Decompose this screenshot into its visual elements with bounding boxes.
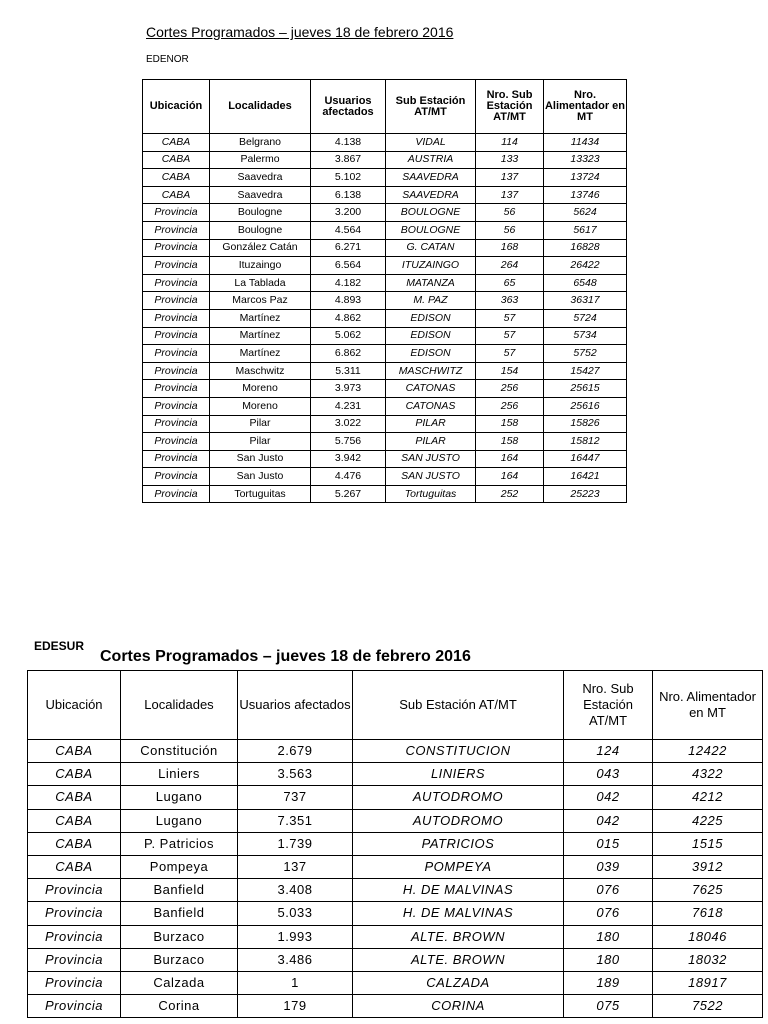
header-usuarios-afectados: Usuarios afectados: [238, 671, 353, 740]
header-nro-alimentador: Nro. Alimentador en MT: [544, 80, 627, 134]
cell-localidad: Moreno: [210, 380, 311, 398]
cell-nro-alimentador: 25615: [544, 380, 627, 398]
cell-ubicacion: Provincia: [28, 971, 121, 994]
cell-nro-sub-estacion: 158: [476, 415, 544, 433]
cell-sub-estacion: CALZADA: [353, 971, 564, 994]
header-sub-estacion: Sub Estación AT/MT: [353, 671, 564, 740]
cell-localidad: Pilar: [210, 415, 311, 433]
cell-localidad: Burzaco: [121, 948, 238, 971]
cell-localidad: Corina: [121, 995, 238, 1018]
cell-nro-sub-estacion: 043: [564, 763, 653, 786]
cell-ubicacion: CABA: [28, 763, 121, 786]
cell-nro-alimentador: 13323: [544, 151, 627, 169]
table-row: [143, 362, 627, 380]
header-nro-alimentador: Nro. Alimentador en MT: [653, 671, 763, 740]
cell-sub-estacion: EDISON: [386, 309, 476, 327]
cell-sub-estacion: EDISON: [386, 327, 476, 345]
cell-ubicacion: CABA: [28, 786, 121, 809]
cell-usuarios-afectados: 6.271: [311, 239, 386, 257]
cell-usuarios-afectados: 137: [238, 855, 353, 878]
cell-localidad: P. Patricios: [121, 832, 238, 855]
table-row: [143, 169, 627, 187]
cell-ubicacion: Provincia: [143, 204, 210, 222]
cell-ubicacion: Provincia: [143, 274, 210, 292]
table-row: [143, 433, 627, 451]
table-row: [143, 221, 627, 239]
cell-localidad: Moreno: [210, 397, 311, 415]
edenor-company-label: EDENOR: [146, 54, 189, 65]
cell-nro-alimentador: 5734: [544, 327, 627, 345]
cell-usuarios-afectados: 179: [238, 995, 353, 1018]
edesur-outage-table: [27, 670, 763, 1018]
cell-localidad: Lugano: [121, 786, 238, 809]
table-row: [143, 380, 627, 398]
cell-localidad: Tortuguitas: [210, 485, 311, 503]
cell-ubicacion: Provincia: [143, 397, 210, 415]
cell-nro-alimentador: 16421: [544, 468, 627, 486]
cell-ubicacion: Provincia: [143, 221, 210, 239]
cell-nro-alimentador: 12422: [653, 740, 763, 763]
table-row: [28, 902, 763, 925]
cell-localidad: Banfield: [121, 879, 238, 902]
cell-usuarios-afectados: 6.564: [311, 257, 386, 275]
cell-usuarios-afectados: 3.563: [238, 763, 353, 786]
cell-nro-alimentador: 4225: [653, 809, 763, 832]
cell-ubicacion: Provincia: [143, 257, 210, 275]
cell-usuarios-afectados: 4.182: [311, 274, 386, 292]
cell-localidad: La Tablada: [210, 274, 311, 292]
cell-usuarios-afectados: 3.486: [238, 948, 353, 971]
cell-nro-alimentador: 16828: [544, 239, 627, 257]
table-row: [143, 327, 627, 345]
table-row: [28, 879, 763, 902]
cell-usuarios-afectados: 2.679: [238, 740, 353, 763]
cell-sub-estacion: MATANZA: [386, 274, 476, 292]
cell-localidad: González Catán: [210, 239, 311, 257]
cell-usuarios-afectados: 3.200: [311, 204, 386, 222]
cell-nro-alimentador: 6548: [544, 274, 627, 292]
edenor-title: Cortes Programados – jueves 18 de febrero 2016: [146, 24, 454, 40]
cell-localidad: Saavedra: [210, 186, 311, 204]
cell-nro-sub-estacion: 114: [476, 134, 544, 152]
cell-usuarios-afectados: 5.102: [311, 169, 386, 187]
cell-nro-sub-estacion: 168: [476, 239, 544, 257]
cell-nro-sub-estacion: 075: [564, 995, 653, 1018]
cell-usuarios-afectados: 3.867: [311, 151, 386, 169]
cell-localidad: Constitución: [121, 740, 238, 763]
cell-nro-sub-estacion: 180: [564, 948, 653, 971]
cell-ubicacion: CABA: [28, 740, 121, 763]
cell-localidad: Pilar: [210, 433, 311, 451]
cell-usuarios-afectados: 1.739: [238, 832, 353, 855]
cell-nro-sub-estacion: 158: [476, 433, 544, 451]
cell-nro-alimentador: 5724: [544, 309, 627, 327]
cell-nro-alimentador: 15427: [544, 362, 627, 380]
cell-nro-sub-estacion: 256: [476, 380, 544, 398]
cell-nro-alimentador: 15812: [544, 433, 627, 451]
cell-localidad: Pompeya: [121, 855, 238, 878]
header-sub-estacion: Sub Estación AT/MT: [386, 80, 476, 134]
table-row: [143, 450, 627, 468]
cell-nro-sub-estacion: 137: [476, 169, 544, 187]
cell-ubicacion: Provincia: [28, 995, 121, 1018]
cell-ubicacion: CABA: [28, 809, 121, 832]
cell-usuarios-afectados: 4.476: [311, 468, 386, 486]
table-row: [143, 292, 627, 310]
cell-sub-estacion: CATONAS: [386, 380, 476, 398]
table-row: [143, 204, 627, 222]
table-row: [28, 971, 763, 994]
cell-nro-alimentador: 11434: [544, 134, 627, 152]
cell-ubicacion: Provincia: [143, 239, 210, 257]
table-header-row: [28, 671, 763, 740]
cell-sub-estacion: AUSTRIA: [386, 151, 476, 169]
cell-nro-sub-estacion: 124: [564, 740, 653, 763]
cell-nro-sub-estacion: 57: [476, 327, 544, 345]
cell-nro-alimentador: 5624: [544, 204, 627, 222]
cell-ubicacion: Provincia: [28, 879, 121, 902]
cell-nro-alimentador: 7522: [653, 995, 763, 1018]
cell-sub-estacion: ITUZAINGO: [386, 257, 476, 275]
cell-sub-estacion: AUTODROMO: [353, 809, 564, 832]
cell-ubicacion: Provincia: [143, 292, 210, 310]
cell-nro-sub-estacion: 56: [476, 221, 544, 239]
table-row: [143, 257, 627, 275]
cell-ubicacion: Provincia: [143, 415, 210, 433]
cell-localidad: Martínez: [210, 345, 311, 363]
cell-sub-estacion: PILAR: [386, 415, 476, 433]
cell-ubicacion: CABA: [143, 186, 210, 204]
cell-usuarios-afectados: 4.231: [311, 397, 386, 415]
cell-sub-estacion: CORINA: [353, 995, 564, 1018]
edenor-outage-table: [142, 79, 627, 503]
cell-nro-sub-estacion: 039: [564, 855, 653, 878]
cell-nro-alimentador: 5617: [544, 221, 627, 239]
cell-localidad: Boulogne: [210, 221, 311, 239]
cell-nro-sub-estacion: 076: [564, 879, 653, 902]
cell-ubicacion: Provincia: [143, 309, 210, 327]
cell-nro-alimentador: 13746: [544, 186, 627, 204]
cell-nro-sub-estacion: 363: [476, 292, 544, 310]
cell-nro-sub-estacion: 57: [476, 309, 544, 327]
cell-sub-estacion: EDISON: [386, 345, 476, 363]
cell-nro-sub-estacion: 57: [476, 345, 544, 363]
cell-usuarios-afectados: 3.408: [238, 879, 353, 902]
header-ubicacion: Ubicación: [143, 80, 210, 134]
header-localidades: Localidades: [210, 80, 311, 134]
cell-ubicacion: Provincia: [28, 925, 121, 948]
cell-ubicacion: Provincia: [143, 327, 210, 345]
cell-usuarios-afectados: 5.311: [311, 362, 386, 380]
cell-ubicacion: Provincia: [143, 380, 210, 398]
header-localidades: Localidades: [121, 671, 238, 740]
cell-sub-estacion: ALTE. BROWN: [353, 925, 564, 948]
cell-usuarios-afectados: 3.942: [311, 450, 386, 468]
cell-nro-alimentador: 5752: [544, 345, 627, 363]
cell-localidad: Banfield: [121, 902, 238, 925]
cell-nro-alimentador: 7618: [653, 902, 763, 925]
cell-ubicacion: CABA: [143, 169, 210, 187]
cell-localidad: Burzaco: [121, 925, 238, 948]
cell-sub-estacion: MASCHWITZ: [386, 362, 476, 380]
table-row: [143, 239, 627, 257]
cell-sub-estacion: H. DE MALVINAS: [353, 902, 564, 925]
cell-ubicacion: Provincia: [28, 902, 121, 925]
cell-usuarios-afectados: 4.862: [311, 309, 386, 327]
cell-sub-estacion: Tortuguitas: [386, 485, 476, 503]
cell-nro-sub-estacion: 264: [476, 257, 544, 275]
cell-ubicacion: Provincia: [143, 468, 210, 486]
cell-localidad: Calzada: [121, 971, 238, 994]
cell-sub-estacion: PILAR: [386, 433, 476, 451]
table-row: [28, 948, 763, 971]
header-nro-sub-estacion: Nro. Sub Estación AT/MT: [564, 671, 653, 740]
cell-nro-alimentador: 4212: [653, 786, 763, 809]
table-row: [28, 786, 763, 809]
cell-usuarios-afectados: 7.351: [238, 809, 353, 832]
table-row: [143, 186, 627, 204]
cell-ubicacion: CABA: [28, 832, 121, 855]
cell-sub-estacion: SAAVEDRA: [386, 186, 476, 204]
cell-nro-alimentador: 25616: [544, 397, 627, 415]
table-header-row: [143, 80, 627, 134]
table-row: [28, 995, 763, 1018]
header-usuarios-afectados: Usuarios afectados: [311, 80, 386, 134]
cell-nro-alimentador: 3912: [653, 855, 763, 878]
cell-sub-estacion: AUTODROMO: [353, 786, 564, 809]
cell-nro-alimentador: 18917: [653, 971, 763, 994]
cell-nro-alimentador: 1515: [653, 832, 763, 855]
cell-localidad: Marcos Paz: [210, 292, 311, 310]
table-row: [143, 345, 627, 363]
cell-usuarios-afectados: 1: [238, 971, 353, 994]
cell-localidad: San Justo: [210, 468, 311, 486]
cell-localidad: Boulogne: [210, 204, 311, 222]
table-row: [28, 809, 763, 832]
table-row: [28, 832, 763, 855]
cell-nro-sub-estacion: 076: [564, 902, 653, 925]
cell-nro-alimentador: 16447: [544, 450, 627, 468]
cell-localidad: Martínez: [210, 327, 311, 345]
cell-nro-sub-estacion: 164: [476, 450, 544, 468]
table-row: [28, 763, 763, 786]
cell-nro-alimentador: 18046: [653, 925, 763, 948]
cell-localidad: Liniers: [121, 763, 238, 786]
table-row: [143, 309, 627, 327]
cell-usuarios-afectados: 5.756: [311, 433, 386, 451]
cell-nro-alimentador: 18032: [653, 948, 763, 971]
table-row: [28, 855, 763, 878]
cell-sub-estacion: CATONAS: [386, 397, 476, 415]
cell-nro-sub-estacion: 133: [476, 151, 544, 169]
cell-usuarios-afectados: 4.893: [311, 292, 386, 310]
cell-nro-sub-estacion: 180: [564, 925, 653, 948]
cell-localidad: San Justo: [210, 450, 311, 468]
cell-localidad: Palermo: [210, 151, 311, 169]
cell-nro-sub-estacion: 154: [476, 362, 544, 380]
cell-usuarios-afectados: 6.138: [311, 186, 386, 204]
table-row: [143, 151, 627, 169]
cell-usuarios-afectados: 3.973: [311, 380, 386, 398]
cell-ubicacion: CABA: [143, 134, 210, 152]
cell-nro-sub-estacion: 189: [564, 971, 653, 994]
cell-nro-alimentador: 25223: [544, 485, 627, 503]
cell-ubicacion: Provincia: [143, 345, 210, 363]
header-ubicacion: Ubicación: [28, 671, 121, 740]
cell-nro-sub-estacion: 56: [476, 204, 544, 222]
cell-usuarios-afectados: 4.564: [311, 221, 386, 239]
cell-ubicacion: Provincia: [143, 433, 210, 451]
cell-ubicacion: Provincia: [143, 362, 210, 380]
cell-usuarios-afectados: 737: [238, 786, 353, 809]
cell-sub-estacion: G. CATAN: [386, 239, 476, 257]
cell-nro-sub-estacion: 256: [476, 397, 544, 415]
cell-sub-estacion: ALTE. BROWN: [353, 948, 564, 971]
header-nro-sub-estacion: Nro. Sub Estación AT/MT: [476, 80, 544, 134]
table-row: [143, 134, 627, 152]
edesur-title: Cortes Programados – jueves 18 de febrero 2016: [100, 648, 471, 665]
table-row: [28, 925, 763, 948]
cell-usuarios-afectados: 5.033: [238, 902, 353, 925]
cell-localidad: Maschwitz: [210, 362, 311, 380]
cell-nro-sub-estacion: 042: [564, 809, 653, 832]
cell-sub-estacion: BOULOGNE: [386, 204, 476, 222]
table-row: [143, 397, 627, 415]
table-row: [28, 740, 763, 763]
table-row: [143, 468, 627, 486]
cell-localidad: Lugano: [121, 809, 238, 832]
cell-usuarios-afectados: 5.062: [311, 327, 386, 345]
cell-usuarios-afectados: 3.022: [311, 415, 386, 433]
cell-sub-estacion: CONSTITUCION: [353, 740, 564, 763]
cell-usuarios-afectados: 1.993: [238, 925, 353, 948]
edesur-company-label: EDESUR: [34, 639, 85, 653]
table-row: [143, 415, 627, 433]
cell-nro-alimentador: 15826: [544, 415, 627, 433]
table-row: [143, 485, 627, 503]
cell-usuarios-afectados: 4.138: [311, 134, 386, 152]
cell-nro-sub-estacion: 164: [476, 468, 544, 486]
cell-nro-alimentador: 13724: [544, 169, 627, 187]
cell-sub-estacion: POMPEYA: [353, 855, 564, 878]
cell-localidad: Saavedra: [210, 169, 311, 187]
cell-sub-estacion: SAN JUSTO: [386, 450, 476, 468]
cell-sub-estacion: SAAVEDRA: [386, 169, 476, 187]
cell-nro-alimentador: 36317: [544, 292, 627, 310]
cell-ubicacion: Provincia: [143, 485, 210, 503]
cell-sub-estacion: PATRICIOS: [353, 832, 564, 855]
cell-ubicacion: CABA: [28, 855, 121, 878]
cell-sub-estacion: VIDAL: [386, 134, 476, 152]
cell-usuarios-afectados: 5.267: [311, 485, 386, 503]
cell-usuarios-afectados: 6.862: [311, 345, 386, 363]
edenor-table-body: [143, 134, 627, 503]
cell-localidad: Belgrano: [210, 134, 311, 152]
cell-ubicacion: CABA: [143, 151, 210, 169]
cell-sub-estacion: SAN JUSTO: [386, 468, 476, 486]
cell-nro-sub-estacion: 65: [476, 274, 544, 292]
cell-ubicacion: Provincia: [28, 948, 121, 971]
cell-nro-sub-estacion: 252: [476, 485, 544, 503]
cell-nro-alimentador: 26422: [544, 257, 627, 275]
edesur-table-body: [28, 740, 763, 1018]
cell-localidad: Ituzaingo: [210, 257, 311, 275]
cell-nro-alimentador: 4322: [653, 763, 763, 786]
table-row: [143, 274, 627, 292]
cell-sub-estacion: H. DE MALVINAS: [353, 879, 564, 902]
cell-nro-sub-estacion: 015: [564, 832, 653, 855]
cell-nro-sub-estacion: 137: [476, 186, 544, 204]
cell-sub-estacion: LINIERS: [353, 763, 564, 786]
cell-sub-estacion: BOULOGNE: [386, 221, 476, 239]
cell-ubicacion: Provincia: [143, 450, 210, 468]
cell-nro-sub-estacion: 042: [564, 786, 653, 809]
cell-localidad: Martínez: [210, 309, 311, 327]
cell-nro-alimentador: 7625: [653, 879, 763, 902]
cell-sub-estacion: M. PAZ: [386, 292, 476, 310]
